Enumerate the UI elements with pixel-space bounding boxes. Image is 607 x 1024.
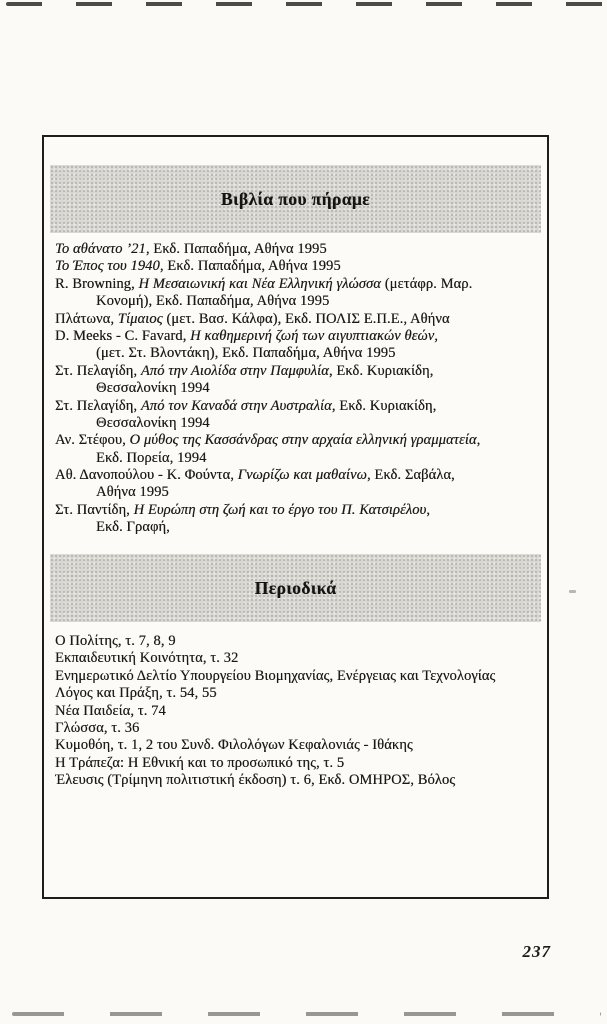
entry-text-segment: , Εκδ. Παπαδήμα, Αθήνα 1995: [159, 258, 341, 275]
entry-line: [55, 668, 545, 685]
entry-text-segment: Ενημερωτικό Δελτίο Υπουργείου Βιομηχανίας, Ενέργειας και Τεχνολογίας: [55, 667, 496, 684]
entry-line: [55, 772, 545, 789]
section-title-periodicals: Περιοδικά: [254, 577, 337, 598]
entry-title-segment: Από τον Καναδά στην Αυστραλία: [140, 397, 332, 414]
entry-line: [55, 276, 545, 293]
entry-text-segment: ,: [476, 432, 481, 449]
entry-line: [55, 685, 545, 702]
entry-text-segment: Γλώσσα, τ. 36: [55, 719, 140, 736]
entry-text-segment: (μετ. Βασ. Κάλφα), Εκδ. ΠΟΛΙΣ Ε.Π.Ε., Αθήνα: [162, 310, 450, 327]
entry-title-segment: Η καθημερινή ζωή των αιγυπτιακών θεών,: [190, 327, 438, 344]
scan-edge-top: [6, 2, 605, 6]
entry-line: [55, 415, 545, 432]
entry-text-segment: D. Meeks - C. Favard,: [55, 327, 191, 344]
entry-line: [55, 650, 545, 667]
entry-text-segment: Αν. Στέφου,: [55, 432, 130, 449]
entry-line: [55, 363, 545, 380]
periodicals-list: [55, 633, 545, 790]
entry-line: [55, 720, 545, 737]
entry-text-segment: (μετ. Στ. Βλοντάκη), Εκδ. Παπαδήμα, Αθήνα 1995: [96, 345, 396, 362]
entry-text-segment: Εκδ. Πορεία, 1994: [96, 449, 207, 466]
entry-text-segment: (μετάφρ. Μαρ.: [380, 275, 473, 292]
entry-title-segment: Γνωρίζω και μαθαίνω: [237, 467, 367, 484]
page-number: 237: [522, 942, 551, 961]
entry-text-segment: , Εκδ. Κυριακίδη,: [328, 362, 434, 379]
entry-line: [55, 633, 545, 650]
entry-title-segment: Η Ευρώπη στη ζωή και το έργο του Π. Κατσιρέλου: [133, 501, 427, 518]
entry-text-segment: Στ. Πελαγίδη,: [55, 362, 141, 379]
entry-line: [55, 293, 545, 310]
entry-text-segment: Στ. Παντίδη,: [55, 501, 134, 518]
entry-line: [55, 311, 545, 328]
entry-line: [55, 345, 545, 362]
entry-line: [55, 241, 545, 258]
entry-line: [55, 432, 545, 449]
entry-line: [55, 258, 545, 275]
entry-text-segment: Θεσσαλονίκη 1994: [96, 380, 210, 397]
entry-line: [55, 450, 545, 467]
scan-edge-bottom: [12, 1012, 601, 1016]
entry-text-segment: Στ. Πελαγίδη,: [55, 397, 141, 414]
entry-text-segment: , Εκδ. Παπαδήμα, Αθήνα 1995: [145, 241, 327, 257]
entry-text-segment: Αθ. Δανοπούλου - Κ. Φούντα,: [55, 467, 238, 484]
entry-title-segment: Το αθάνατο ’21: [55, 241, 146, 257]
entry-line: [55, 328, 545, 345]
entry-title-segment: Τίμαιος: [117, 310, 163, 327]
entry-text-segment: Πλάτωνα,: [55, 310, 118, 327]
entry-title-segment: Το Έπος του 1940: [55, 258, 160, 275]
entry-text-segment: Η Τράπεζα: Η Εθνική και το προσωπικό της, τ. 5: [55, 754, 345, 771]
entry-text-segment: Ο Πολίτης, τ. 7, 8, 9: [55, 633, 176, 649]
entry-text-segment: Κυμοθόη, τ. 1, 2 του Συνδ. Φιλολόγων Κεφαλονιάς - Ιθάκης: [55, 737, 413, 754]
entry-text-segment: Θεσσαλονίκη 1994: [96, 414, 210, 431]
entry-line: [55, 737, 545, 754]
section-header-periodicals: [50, 554, 541, 622]
entry-line: [55, 755, 545, 772]
entry-line: [55, 380, 545, 397]
entry-title-segment: Η Μεσαιωνική και Νέα Ελληνική γλώσσα: [138, 275, 381, 292]
entry-text-segment: , Εκδ. Σαβάλα,: [366, 467, 455, 484]
entry-title-segment: Ο μύθος της Κασσάνδρας στην αρχαία ελληνική γραμματεία: [129, 432, 477, 449]
entry-line: [55, 519, 545, 536]
entry-line: [55, 703, 545, 720]
entry-line: [55, 484, 545, 501]
entry-text-segment: Νέα Παιδεία, τ. 74: [55, 702, 166, 719]
section-header-books: [50, 165, 541, 233]
entry-text-segment: Αθήνα 1995: [96, 484, 169, 501]
entry-text-segment: , Εκδ. Κυριακίδη,: [331, 397, 437, 414]
entry-text-segment: R. Browning,: [55, 275, 139, 292]
scan-speck: [569, 590, 576, 593]
entry-text-segment: Έλευσις (Τρίμηνη πολιτιστική έκδοση) τ. 6, Εκδ. ΟΜΗΡΟΣ, Βόλος: [55, 772, 456, 789]
entry-text-segment: Λόγος και Πράξη, τ. 54, 55: [55, 685, 217, 702]
entry-text-segment: Εκδ. Γραφή,: [96, 519, 170, 536]
section-title-books: Βιβλία που πήραμε: [220, 188, 371, 209]
entry-title-segment: Από την Αιολίδα στην Παμφυλία: [140, 362, 329, 379]
entry-line: [55, 467, 545, 484]
entry-text-segment: Εκπαιδευτική Κοινότητα, τ. 32: [55, 650, 239, 667]
entry-text-segment: ,: [426, 501, 431, 518]
books-list: [55, 241, 545, 537]
content-box: [42, 135, 549, 899]
entry-line: [55, 398, 545, 415]
entry-text-segment: Κονομή), Εκδ. Παπαδήμα, Αθήνα 1995: [96, 293, 330, 310]
entry-line: [55, 502, 545, 519]
